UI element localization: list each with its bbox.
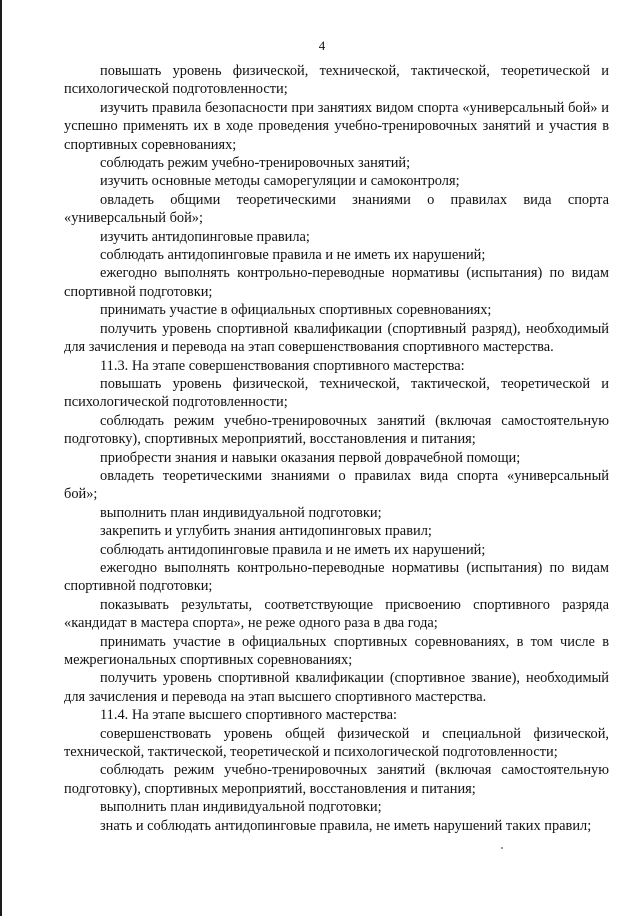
paragraph: знать и соблюдать антидопинговые правила, не иметь нарушений таких правил;: [100, 817, 592, 834]
section-heading: 11.4. На этапе высшего спортивного мастерства:: [100, 707, 398, 724]
paragraph: овладеть теоретическими знаниями о правилах вида спорта «универсальный бой»;: [64, 467, 609, 503]
paragraph: соблюдать режим учебно-тренировочных занятий (включая самостоятельную подготовку), спортивных мероприятий, восстановления и питания;: [64, 412, 609, 448]
paragraph: изучить правила безопасности при занятиях видом спорта «универсальный бой» и успешно применять их в ходе проведения учебно-тренировочных занятий и участия в спортивных соревнованиях;: [64, 99, 609, 153]
section-heading: 11.3. На этапе совершенствования спортивного мастерства:: [100, 357, 465, 374]
paragraph: приобрести знания и навыки оказания первой доврачебной помощи;: [100, 449, 521, 466]
paragraph: изучить основные методы саморегуляции и самоконтроля;: [100, 173, 460, 190]
paragraph: показывать результаты, соответствующие присвоению спортивного разряда «кандидат в мастера спорта», не реже одного раза в два года;: [64, 596, 609, 632]
paragraph: принимать участие в официальных спортивных соревнованиях;: [100, 302, 492, 319]
paragraph: ежегодно выполнять контрольно-переводные нормативы (испытания) по видам спортивной подготовки;: [64, 559, 609, 595]
paragraph: изучить антидопинговые правила;: [100, 228, 310, 245]
paragraph: повышать уровень физической, технической, тактической, теоретической и психологической подготовленности;: [64, 63, 609, 98]
paragraph: выполнить план индивидуальной подготовки;: [100, 799, 382, 816]
scan-speck: [501, 847, 503, 849]
paragraph: совершенствовать уровень общей физической и специальной физической, технической, тактической, теоретической и психологической подготовленности;: [64, 725, 609, 761]
page-number: 4: [318, 38, 326, 53]
paragraph: ежегодно выполнять контрольно-переводные нормативы (испытания) по видам спортивной подготовки;: [64, 265, 609, 300]
document-body: [64, 62, 609, 835]
paragraph: соблюдать антидопинговые правила и не иметь их нарушений;: [100, 541, 486, 558]
paragraph: получить уровень спортивной квалификации (спортивное звание), необходимый для зачисления и перевода на этап высшего спортивного мастерства.: [64, 670, 609, 705]
paragraph: принимать участие в официальных спортивных соревнованиях, в том числе в межрегиональных спортивных соревнованиях;: [64, 633, 609, 668]
paragraph: соблюдать режим учебно-тренировочных занятий (включая самостоятельную подготовку), спортивных мероприятий, восстановления и питания;: [64, 762, 609, 797]
paragraph: получить уровень спортивной квалификации (спортивный разряд), необходимый для зачисления и перевода на этап совершенствования спортивного мастерства.: [64, 320, 609, 356]
paragraph: овладеть общими теоретическими знаниями о правилах вида спорта «универсальный бой»;: [64, 191, 609, 227]
paragraph: выполнить план индивидуальной подготовки;: [100, 504, 382, 521]
paragraph: повышать уровень физической, технической, тактической, теоретической и психологической подготовленности;: [64, 375, 609, 411]
paragraph: соблюдать антидопинговые правила и не иметь их нарушений;: [100, 247, 486, 264]
paragraph: соблюдать режим учебно-тренировочных занятий;: [100, 155, 411, 172]
paragraph: закрепить и углубить знания антидопинговых правил;: [100, 523, 432, 540]
